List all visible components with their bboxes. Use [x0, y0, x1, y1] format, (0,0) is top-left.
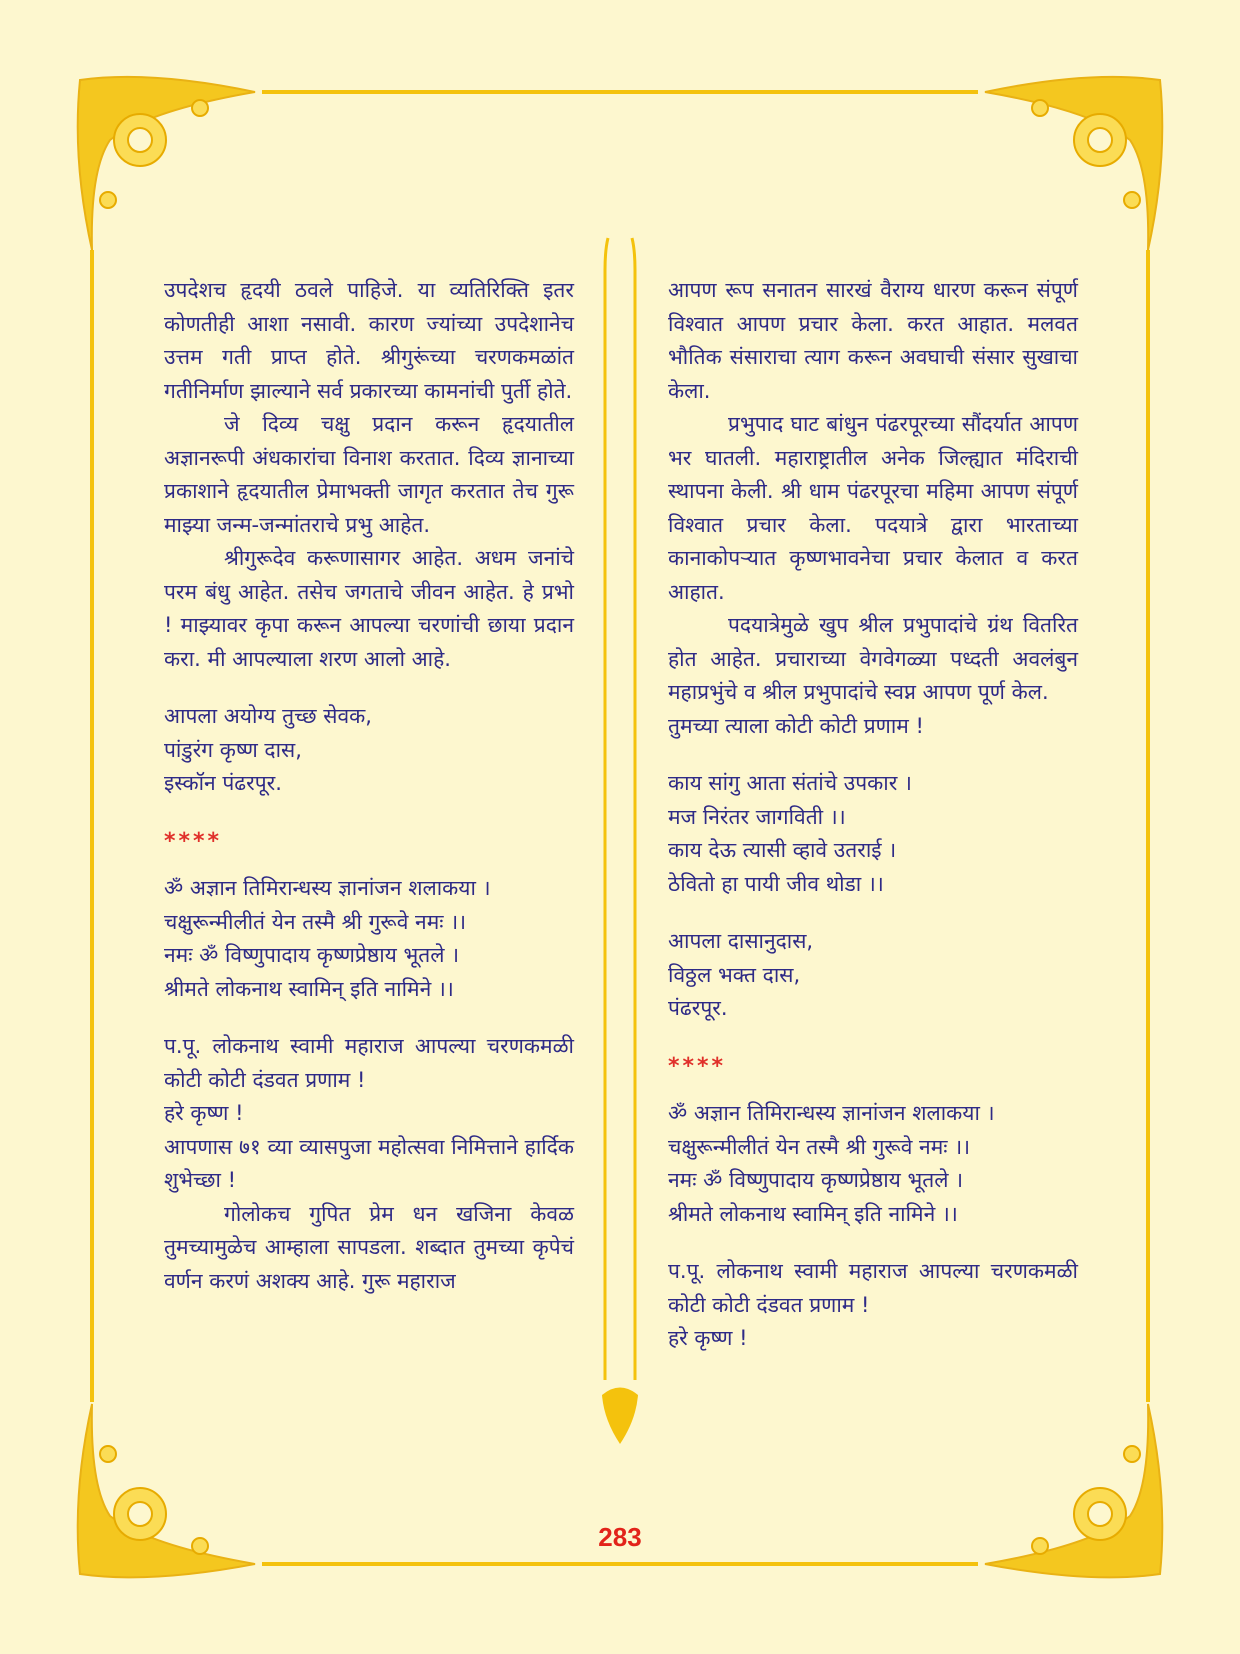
right-paragraph-3: पदयात्रेमुळे खुप श्रील प्रभुपादांचे ग्रंथ वितरित होत आहेत. प्रचाराच्या वेगवेगळ्या पध्दती अवलंबुन महाप्रभुंचे व श्रील प्रभुपादांचे स्वप्न आपण पूर्ण केल.	[668, 613, 1078, 704]
right-pranam-line: तुमच्या त्याला कोटी कोटी प्रणाम !	[668, 713, 924, 738]
verse-line: ॐ अज्ञान तिमिरान्धस्य ज्ञानांजन शलाकया ।	[164, 876, 491, 900]
right-abhang	[668, 767, 1078, 901]
verse-line: ॐ अज्ञान तिमिरान्धस्य ज्ञानांजन शलाकया ।	[668, 1101, 995, 1125]
right-column	[668, 274, 1078, 1356]
right-star-separator: ****	[668, 1053, 727, 1079]
signature-line: इस्कॉन पंढरपूर.	[164, 771, 282, 795]
verse-line: श्रीमते लोकनाथ स्वामिन् इति नामिने ।।	[164, 976, 454, 1001]
right-paragraph-1: आपण रूप सनातन सारखं वैराग्य धारण करून संपूर्ण विश्वात आपण प्रचार केला. करत आहात. मलवत भौतिक संसाराचा त्याग करून अवघाची संसार सुखाचा केला.	[668, 278, 1078, 403]
left-verse	[164, 872, 574, 1006]
right-verse	[668, 1097, 1078, 1231]
verse-line: नमः ॐ विष्णुपादाय कृष्णप्रेष्ठाय भूतले ।	[164, 943, 460, 967]
center-divider	[605, 238, 635, 1380]
right-paragraph-4: प.पू. लोकनाथ स्वामी महाराज आपल्या चरणकमळी कोटी कोटी दंडवत प्रणाम !	[668, 1259, 1078, 1317]
right-hare-krishna: हरे कृष्ण !	[668, 1326, 748, 1350]
signature-line: पांडुरंग कृष्ण दास,	[164, 737, 302, 762]
verse-line: चक्षुरून्मीलीतं येन तस्मै श्री गुरूवे नमः ।।	[668, 1134, 971, 1159]
signature-line: आपला दासानुदास,	[668, 929, 814, 953]
page-number: 283	[598, 1522, 642, 1552]
left-paragraph-6: गोलोकच गुपित प्रेम धन खजिना केवळ तुमच्यामुळेच आम्हाला सापडला. शब्दात तुमच्या कृपेचं वर्णन करणं अशक्य आहे. गुरू महाराज	[164, 1201, 574, 1293]
left-paragraph-4: प.पू. लोकनाथ स्वामी महाराज आपल्या चरणकमळी कोटी कोटी दंडवत प्रणाम !	[164, 1034, 574, 1092]
abhang-line: काय सांगु आता संतांचे उपकार ।	[668, 771, 912, 795]
signature-line: पंढरपूर.	[668, 996, 728, 1020]
left-signature	[164, 700, 574, 801]
right-paragraph-2: प्रभुपाद घाट बांधुन पंढरपूरच्या सौंदर्यात आपण भर घातली. महाराष्ट्रातील अनेक जिल्ह्यात मंदिराची स्थापना केली. श्री धाम पंढरपूरचा महिमा आपण संपूर्ण विश्वात प्रचार केला. पदयात्रे द्वारा भारताच्या कानाकोपऱ्यात कृष्णभावनेचा प्रचार केलात व करत आहात.	[668, 412, 1078, 604]
signature-line: विठ्ठल भक्त दास,	[668, 962, 801, 987]
abhang-line: काय देऊ त्यासी व्हावे उतराई ।	[668, 838, 897, 862]
abhang-line: मज निरंतर जागविती ।।	[668, 804, 846, 829]
left-column	[164, 274, 574, 1298]
corner-ornament-top-right	[985, 77, 1162, 250]
verse-line: श्रीमते लोकनाथ स्वामिन् इति नामिने ।।	[668, 1201, 958, 1226]
left-paragraph-1: उपदेशच हृदयी ठवले पाहिजे. या व्यतिरिक्ति इतर कोणतीही आशा नसावी. कारण ज्यांच्या उपदेशानेच उत्तम गती प्राप्त होते. श्रीगुरूंच्या चरणकमळांत गतीनिर्माण झाल्याने सर्व प्रकारच्या कामनांची पुर्ती होते.	[164, 278, 574, 403]
left-paragraph-3: श्रीगुरूदेव करूणासागर आहेत. अधम जनांचे परम बंधु आहेत. तसेच जगताचे जीवन आहेत. हे प्रभो ! माझ्यावर कृपा करून आपल्या चरणांची छाया प्रदान करा. मी आपल्याला शरण आलो आहे.	[164, 546, 574, 671]
verse-line: नमः ॐ विष्णुपादाय कृष्णप्रेष्ठाय भूतले ।	[668, 1168, 964, 1192]
signature-line: आपला अयोग्य तुच्छ सेवक,	[164, 704, 372, 728]
left-star-separator: ****	[164, 828, 223, 854]
divider-drop-ornament	[602, 1388, 638, 1445]
left-paragraph-5: आपणास ७१ व्या व्यासपुजा महोत्सवा निमित्ताने हार्दिक शुभेच्छा !	[164, 1134, 574, 1192]
right-signature	[668, 925, 1078, 1026]
verse-line: चक्षुरून्मीलीतं येन तस्मै श्री गुरूवे नमः ।।	[164, 909, 467, 934]
abhang-line: ठेवितो हा पायी जीव थोडा ।।	[668, 871, 884, 896]
corner-ornament-top-left	[78, 77, 255, 250]
left-paragraph-2: जे दिव्य चक्षु प्रदान करून हृदयातील अज्ञानरूपी अंधकारांचा विनाश करतात. दिव्य ज्ञानाच्या प्रकाशाने हृदयातील प्रेमाभक्ती जागृत करतात तेच गुरू माझ्या जन्म-जन्मांतराचे प्रभु आहेत.	[164, 412, 574, 537]
left-hare-krishna: हरे कृष्ण !	[164, 1101, 244, 1125]
